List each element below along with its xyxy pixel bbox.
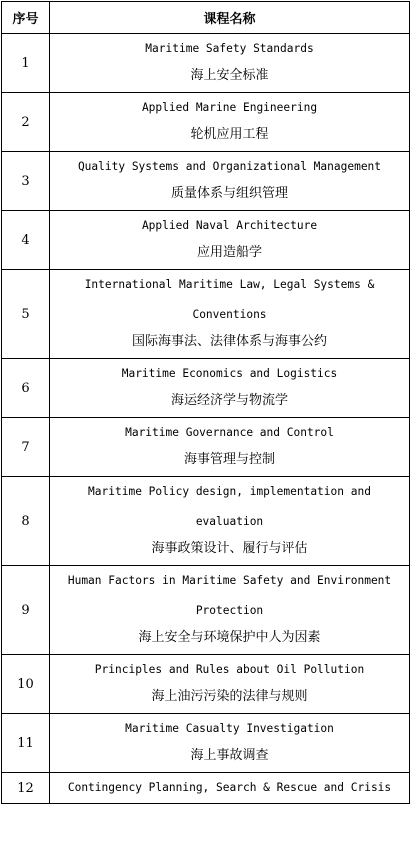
course-name-en: Contingency Planning, Search & Rescue and Crisis bbox=[67, 781, 392, 794]
table-row bbox=[2, 93, 410, 152]
course-name-cell bbox=[50, 655, 410, 714]
row-number: 11 bbox=[2, 714, 50, 773]
table-row bbox=[2, 566, 410, 655]
row-number: 3 bbox=[2, 152, 50, 211]
header-course-name: 课程名称 bbox=[50, 2, 410, 34]
table-row bbox=[2, 34, 410, 93]
row-number: 2 bbox=[2, 93, 50, 152]
course-name-zh: 海运经济学与物流学 bbox=[170, 393, 288, 408]
course-name-en: Maritime Policy design, implementation and evaluation bbox=[88, 485, 371, 528]
course-name-zh: 海上事故调查 bbox=[190, 748, 269, 763]
course-name-cell bbox=[50, 93, 410, 152]
course-name-cell bbox=[50, 418, 410, 477]
table-row bbox=[2, 655, 410, 714]
course-name-en: Maritime Economics and Logistics bbox=[121, 367, 338, 380]
row-number: 7 bbox=[2, 418, 50, 477]
course-name-en: Human Factors in Maritime Safety and Environment Protection bbox=[67, 574, 392, 617]
course-name-cell bbox=[50, 566, 410, 655]
table-row bbox=[2, 477, 410, 566]
course-name-cell bbox=[50, 773, 410, 804]
row-number: 9 bbox=[2, 566, 50, 655]
table-row bbox=[2, 270, 410, 359]
course-name-cell bbox=[50, 270, 410, 359]
table-row bbox=[2, 418, 410, 477]
table-row bbox=[2, 359, 410, 418]
row-number: 6 bbox=[2, 359, 50, 418]
row-number: 8 bbox=[2, 477, 50, 566]
course-name-zh: 国际海事法、法律体系与海事公约 bbox=[131, 334, 327, 349]
course-name-zh: 轮机应用工程 bbox=[190, 127, 269, 142]
course-name-en: Maritime Safety Standards bbox=[145, 42, 314, 55]
course-table-wrapper bbox=[1, 1, 409, 804]
course-name-en: Principles and Rules about Oil Pollution bbox=[94, 663, 365, 676]
table-row bbox=[2, 773, 410, 804]
table-row bbox=[2, 152, 410, 211]
course-name-zh: 海上油污污染的法律与规则 bbox=[151, 689, 308, 704]
course-name-zh: 海上安全与环境保护中人为因素 bbox=[138, 630, 321, 645]
row-number: 10 bbox=[2, 655, 50, 714]
course-name-en: Maritime Governance and Control bbox=[125, 426, 334, 439]
course-name-zh: 海事管理与控制 bbox=[183, 452, 275, 467]
course-table bbox=[1, 1, 410, 804]
course-name-zh: 应用造船学 bbox=[196, 245, 262, 260]
course-name-cell bbox=[50, 714, 410, 773]
row-number: 5 bbox=[2, 270, 50, 359]
course-name-zh: 海事政策设计、履行与评估 bbox=[151, 541, 308, 556]
course-name-cell bbox=[50, 477, 410, 566]
course-name-en: International Maritime Law, Legal Systems & Conventions bbox=[84, 278, 375, 321]
header-serial-number: 序号 bbox=[2, 2, 50, 34]
row-number: 4 bbox=[2, 211, 50, 270]
course-name-cell bbox=[50, 152, 410, 211]
course-name-cell bbox=[50, 34, 410, 93]
course-name-en: Maritime Casualty Investigation bbox=[125, 722, 334, 735]
course-name-cell bbox=[50, 359, 410, 418]
course-name-en: Applied Marine Engineering bbox=[141, 101, 318, 114]
table-row bbox=[2, 211, 410, 270]
course-name-zh: 质量体系与组织管理 bbox=[170, 186, 288, 201]
course-name-cell bbox=[50, 211, 410, 270]
table-row bbox=[2, 714, 410, 773]
course-name-zh: 海上安全标准 bbox=[190, 68, 269, 83]
row-number: 12 bbox=[2, 773, 50, 804]
table-header-row bbox=[2, 2, 410, 34]
course-name-en: Quality Systems and Organizational Management bbox=[77, 160, 382, 173]
row-number: 1 bbox=[2, 34, 50, 93]
course-name-en: Applied Naval Architecture bbox=[141, 219, 318, 232]
